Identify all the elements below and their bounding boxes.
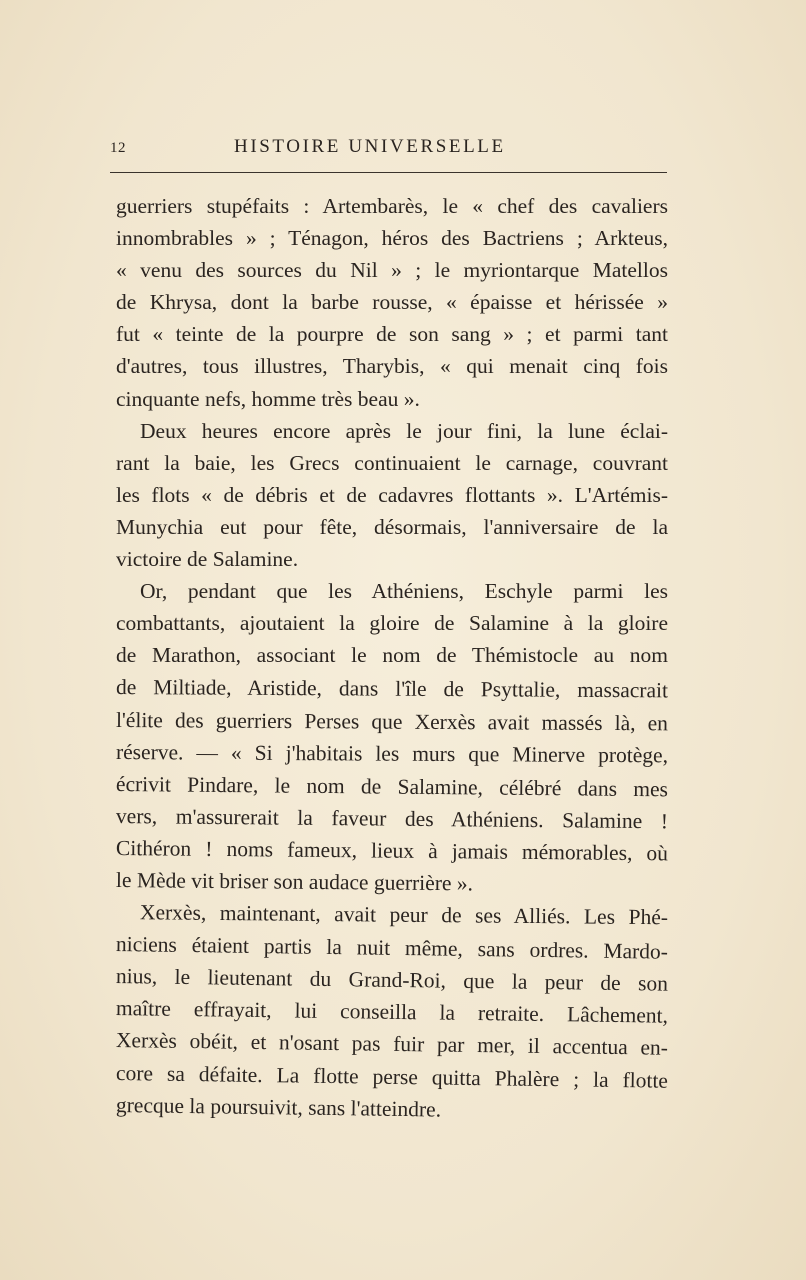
text-line: les flots « de débris et de cadavres flottants ». L'Artémis- — [116, 482, 668, 507]
text-line: victoire de Salamine. — [116, 547, 299, 572]
text-line: écrivit Pindare, le nom de Salamine, célébré dans mes — [115, 771, 669, 801]
text-line: niciens étaient partis la nuit même, sans ordres. Mardo- — [115, 932, 669, 964]
text-line: Or, pendant que les Athéniens, Eschyle parmi les — [140, 579, 668, 604]
text-line: innombrables » ; Ténagon, héros des Bactriens ; Arkteus, — [116, 226, 668, 251]
text-line: le Mède vit briser son audace guerrière ». — [115, 867, 474, 896]
header-rule — [110, 172, 667, 173]
text-line: Xerxès, maintenant, avait peur de ses Alliés. Les Phé- — [139, 900, 669, 930]
text-line: de Miltiade, Aristide, dans l'île de Psyttalie, massacrait — [115, 675, 669, 703]
running-head — [110, 136, 670, 162]
paragraph-2 — [116, 415, 668, 575]
paragraph-3 — [116, 575, 668, 896]
text-line: Cithéron ! noms fameux, lieux à jamais mémorables, où — [115, 835, 669, 866]
body-text — [116, 190, 668, 1121]
text-line: d'autres, tous illustres, Tharybis, « qui menait cinq fois — [116, 354, 668, 379]
text-line: Deux heures encore après le jour fini, la lune éclai- — [140, 418, 668, 443]
text-line: core sa défaite. La flotte perse quitta Phalère ; la flotte — [115, 1060, 669, 1093]
text-line: cinquante nefs, homme très beau ». — [116, 386, 420, 411]
text-line: nius, le lieutenant du Grand-Roi, que la peur de son — [115, 964, 669, 996]
text-line: maître effrayait, lui conseilla la retraite. Lâchement, — [115, 996, 669, 1029]
text-line: guerriers stupéfaits : Artembarès, le « chef des cavaliers — [116, 194, 668, 218]
running-title: HISTOIRE UNIVERSELLE — [234, 136, 506, 157]
text-line: combattants, ajoutaient la gloire de Salamine à la gloire — [116, 611, 668, 636]
paragraph-1 — [116, 190, 668, 415]
text-line: réserve. — « Si j'habitais les murs que Minerve protège, — [115, 739, 669, 767]
text-line: de Marathon, associant le nom de Thémistocle au nom — [116, 643, 668, 668]
text-line: l'élite des guerriers Perses que Xerxès avait massés là, en — [115, 707, 669, 735]
text-line: vers, m'assurerait la faveur des Athéniens. Salamine ! — [115, 803, 669, 834]
text-line: Munychia eut pour fête, désormais, l'anniversaire de la — [116, 514, 668, 539]
text-line: de Khrysa, dont la barbe rousse, « épaisse et hérissée » — [116, 290, 668, 315]
page-number: 12 — [110, 140, 126, 156]
text-line: rant la baie, les Grecs continuaient le carnage, couvrant — [116, 450, 668, 475]
text-line: fut « teinte de la pourpre de son sang » ; et parmi tant — [116, 322, 668, 347]
text-line: Xerxès obéit, et n'osant pas fuir par mer, il accentua en- — [115, 1028, 669, 1061]
paragraph-4 — [116, 896, 668, 1121]
text-line: grecque la poursuivit, sans l'atteindre. — [115, 1092, 442, 1122]
text-line: « venu des sources du Nil » ; le myriontarque Matellos — [116, 258, 668, 283]
